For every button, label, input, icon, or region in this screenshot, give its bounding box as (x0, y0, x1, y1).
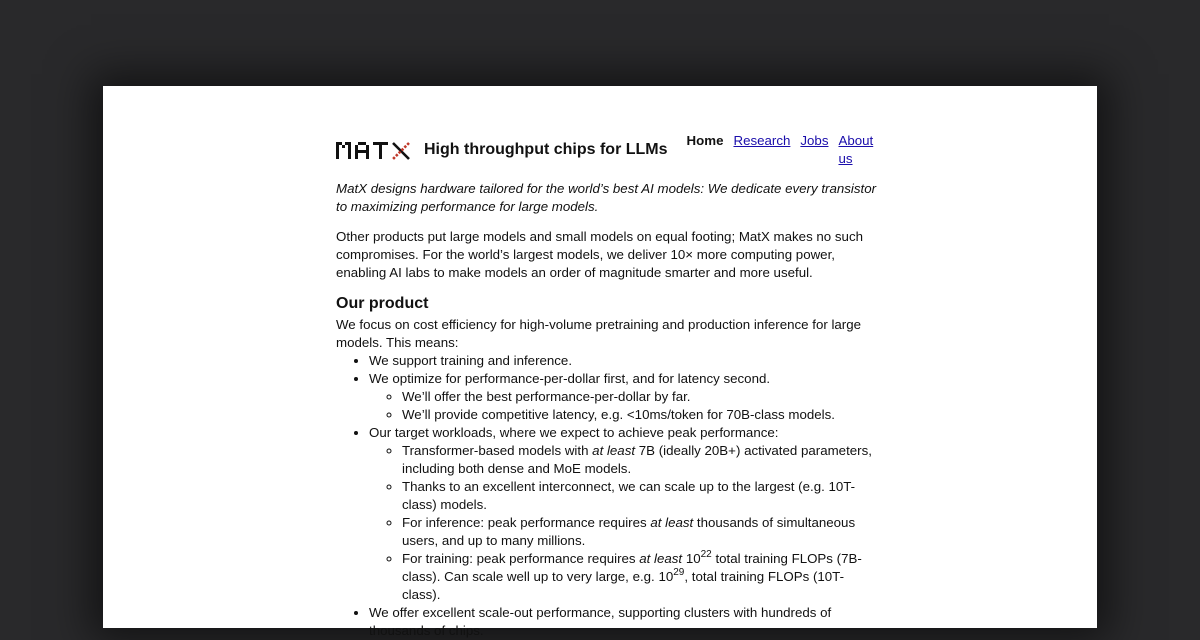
text-segment: thousands of simultaneous users, and up to many millions. (402, 515, 856, 548)
text-segment: For training: peak performance requires (402, 551, 640, 566)
product-intro: We focus on cost efficiency for high-volume pretraining and production inference for large models. This means: (336, 317, 862, 350)
list-item: ◦ We’ll offer the best performance-per-dollar by far. (402, 388, 881, 406)
sub-list (369, 442, 881, 604)
site-tagline: High throughput chips for LLMs (424, 141, 668, 158)
list-item: • We offer excellent scale-out performance, supporting clusters with hundreds of thousands of chips. (369, 604, 881, 640)
intro-lede: MatX designs hardware tailored for the world’s best AI models: We dedicate every transistor to maximizing performance for large models. (336, 181, 877, 214)
text-segment: Transformer-based models with (402, 443, 593, 458)
site-header (336, 133, 881, 166)
exponent: 29 (673, 567, 685, 578)
sub-list (369, 388, 881, 424)
product-list (336, 352, 881, 640)
nav-jobs-link[interactable]: Jobs (800, 133, 829, 148)
emphasis: at least (592, 443, 636, 458)
text-segment: , total training FLOPs (10T-class). (402, 569, 845, 602)
list-item-text: Our target workloads, where we expect to achieve peak performance: (369, 425, 779, 440)
nav-research-link[interactable]: Research (733, 133, 791, 148)
list-item (369, 424, 881, 604)
list-item (369, 370, 881, 424)
text-segment: 7B (ideally 20B+) activated parameters, including both dense and MoE models. (402, 443, 872, 476)
list-item: ◦ Thanks to an excellent interconnect, we can scale up to the largest (e.g. 10T-class) models. (402, 478, 881, 514)
text-segment: 10 (682, 551, 701, 566)
list-item (402, 550, 881, 604)
list-item: • We support training and inference. (369, 352, 881, 370)
list-item (402, 442, 881, 478)
exponent: 22 (700, 549, 712, 560)
main-content (336, 133, 881, 640)
emphasis: at least (650, 515, 694, 530)
list-item-text: We optimize for performance-per-dollar first, and for latency second. (369, 371, 771, 386)
main-nav (687, 132, 881, 168)
list-item: ◦ We’ll provide competitive latency, e.g. <10ms/token for 70B-class models. (402, 406, 881, 424)
text-segment: total training FLOPs (7B-class). Can scale well up to very large, e.g. 10 (402, 551, 862, 584)
nav-home[interactable]: Home (686, 133, 724, 148)
page-frame (103, 86, 1097, 638)
list-item (402, 514, 881, 550)
intro-paragraph: Other products put large models and small models on equal footing; MatX makes no such compromises. For the world’s largest models, we deliver 10× more computing power, enabling AI labs to make models an order of magnitude smarter and more useful. (336, 229, 863, 280)
nav-about-us-link[interactable]: About us (838, 133, 874, 166)
text-segment: For inference: peak performance requires (402, 515, 651, 530)
matx-logo[interactable] (336, 139, 412, 161)
emphasis: at least (639, 551, 683, 566)
product-heading: Our product (336, 295, 429, 312)
